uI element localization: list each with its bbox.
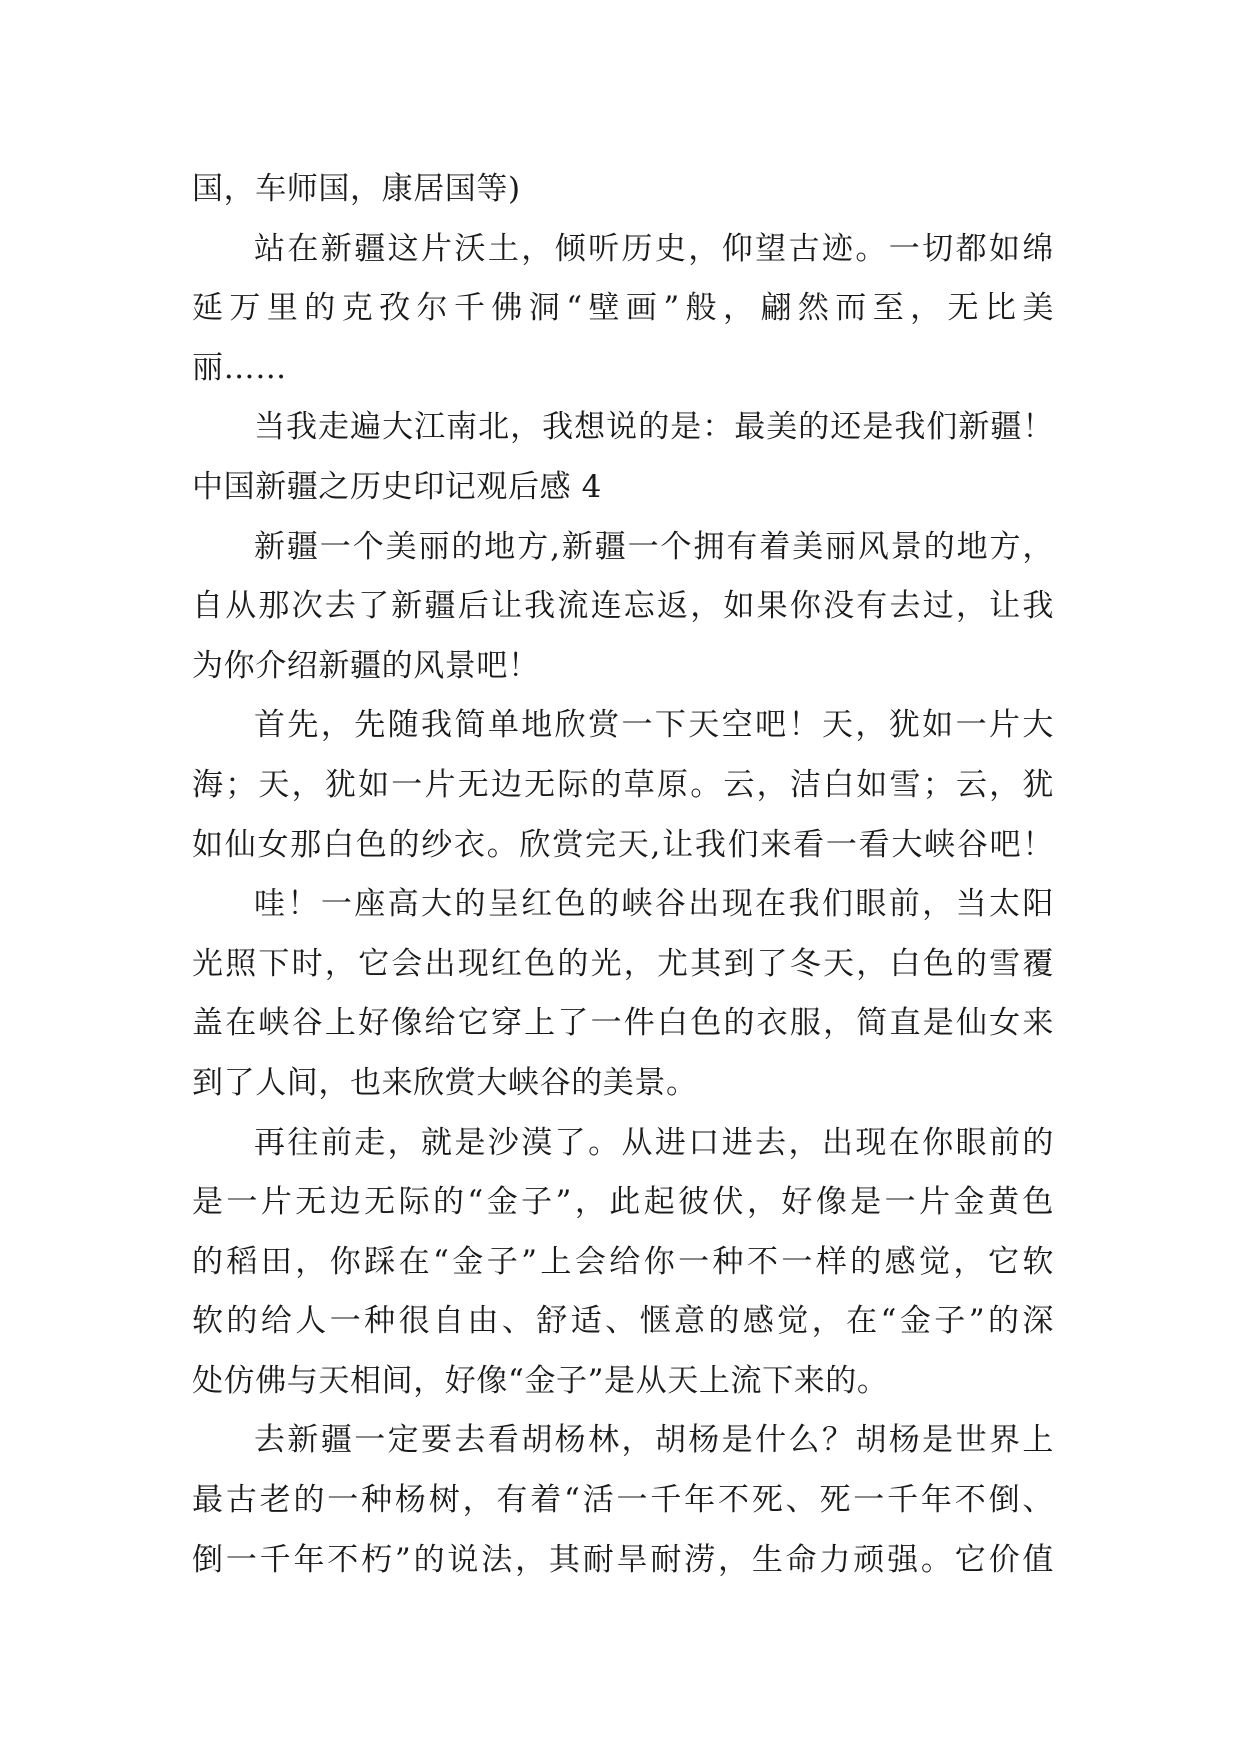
text-line: 新疆一个美丽的地方,新疆一个拥有着美丽风景的地方， bbox=[254, 528, 1054, 565]
text-line: 的稻田，你踩在“金子”上会给你一种不一样的感觉，它软 bbox=[192, 1243, 1054, 1280]
text-line: 倒一千年不朽”的说法，其耐旱耐涝，生命力顽强。它价值 bbox=[192, 1541, 1054, 1578]
text-line: 为你介绍新疆的风景吧！ bbox=[192, 647, 540, 684]
text-line: 国，车师国，康居国等) bbox=[192, 171, 521, 207]
text-line: 软的给人一种很自由、舒适、惬意的感觉，在“金子”的深 bbox=[192, 1303, 1054, 1340]
text-line: 延万里的克孜尔千佛洞“壁画”般，翩然而至，无比美 bbox=[192, 290, 1054, 327]
text-line: 到了人间，也来欣赏大峡谷的美景。 bbox=[192, 1064, 698, 1101]
text-line: 光照下时，它会出现红色的光，尤其到了冬天，白色的雪覆 bbox=[192, 945, 1054, 982]
text-line: 盖在峡谷上好像给它穿上了一件白色的衣服，简直是仙女来 bbox=[192, 1005, 1054, 1042]
text-line: 海；天，犹如一片无边无际的草原。云，洁白如雪；云，犹 bbox=[192, 766, 1054, 803]
section-heading: 中国新疆之历史印记观后感 4 bbox=[192, 468, 602, 505]
text-line: 去新疆一定要去看胡杨林，胡杨是什么？胡杨是世界上 bbox=[254, 1422, 1054, 1459]
text-line: 如仙女那白色的纱衣。欣赏完天,让我们来看一看大峡谷吧！ bbox=[192, 826, 1054, 863]
text-line: 再往前走，就是沙漠了。从进口进去，出现在你眼前的 bbox=[254, 1124, 1054, 1161]
text-line: 处仿佛与天相间，好像“金子”是从天上流下来的。 bbox=[192, 1362, 889, 1399]
document-body bbox=[192, 160, 1054, 1590]
text-line: 丽…… bbox=[192, 349, 287, 386]
text-line: 是一片无边无际的“金子”，此起彼伏，好像是一片金黄色 bbox=[192, 1184, 1054, 1221]
text-line: 站在新疆这片沃土，倾听历史，仰望古迹。一切都如绵 bbox=[254, 230, 1054, 267]
text-line: 最古老的一种杨树，有着“活一千年不死、死一千年不倒、 bbox=[192, 1482, 1054, 1519]
text-line: 哇！一座高大的呈红色的峡谷出现在我们眼前，当太阳 bbox=[254, 886, 1054, 923]
text-line: 首先，先随我简单地欣赏一下天空吧！天，犹如一片大 bbox=[254, 707, 1054, 744]
text-line: 自从那次去了新疆后让我流连忘返，如果你没有去过，让我 bbox=[192, 588, 1054, 625]
text-line: 当我走遍大江南北，我想说的是：最美的还是我们新疆！ bbox=[254, 409, 1054, 446]
